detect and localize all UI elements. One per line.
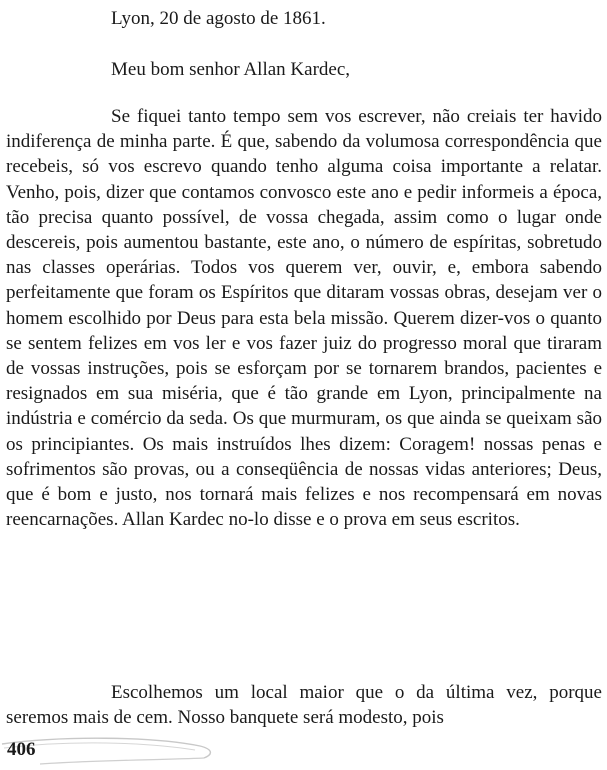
letter-paragraph-2: Escolhemos um local maior que o da última vez, porque seremos mais de cem. Nosso banquete será modesto, pois (6, 682, 602, 729)
letter-salutation: Meu bom senhor Allan Kardec, (111, 59, 351, 80)
letter-paragraph-1: Se fiquei tanto tempo sem vos escrever, não creiais ter havido indiferença de minha parte. É que, sabendo da volumosa correspondência que recebeis, só vos escrevo quando tenho alguma coisa importante a relatar. Venho, pois, dizer que contamos convosco este ano e pedir informeis a época, tão precisa quanto possível, de vossa chegada, assim como o lugar onde descereis, pois aumentou bastante, este ano, o número de espíritas, sobretudo nas classes operárias. Todos vos querem ver, ouvir, e, embora sabendo perfeitamente que foram os Espíritos que ditaram vossas obras, desejam ver o homem escolhido por Deus para esta bela missão. Querem dizer-vos o quanto se sentem felizes em vos ler e vos fazer juiz do progresso moral que tiraram de vossas instruções, pois se esforçam por se tornarem brandos, pacientes e resignados em sua miséria, que é tão grande em Lyon, principalmente na indústria e comércio da seda. Os que murmuram, os que ainda se queixam são os principiantes. Os mais instruídos lhes dizem: Coragem! nossas penas e sofrimentos são provas, ou a conseqüência de nossas vidas anteriores; Deus, que é bom e justo, nos tornará mais felizes e nos recompensará em novas reencarnações. Allan Kardec no-lo disse e o prova em seus escritos. (6, 106, 602, 531)
letter-dateline: Lyon, 20 de agosto de 1861. (111, 8, 326, 29)
page-number: 406 (7, 739, 36, 760)
page-footer (0, 734, 607, 770)
